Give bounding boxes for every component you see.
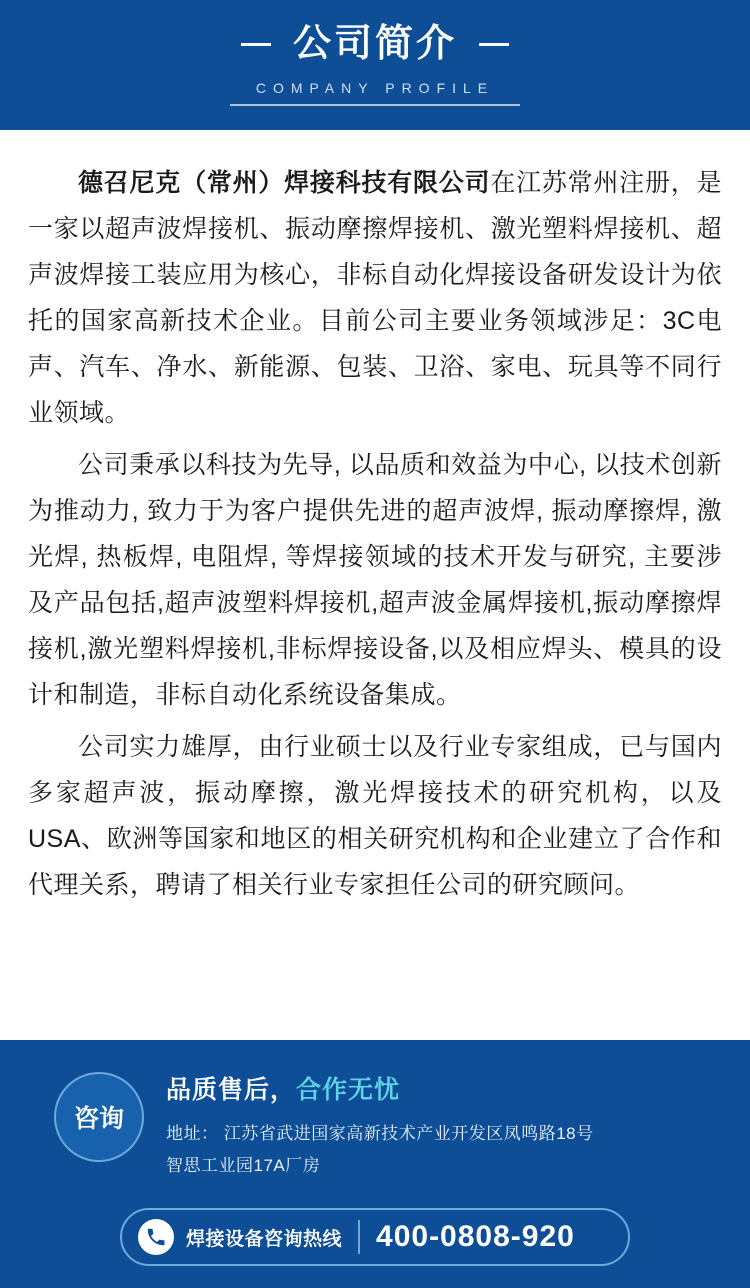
header-dash-left-icon xyxy=(241,43,271,46)
hotline-label: 焊接设备咨询热线 xyxy=(186,1228,343,1250)
consult-badge[interactable] xyxy=(54,1072,144,1162)
consult-badge-label: 咨询 xyxy=(73,1105,124,1133)
page-subtitle: COMPANY PROFILE xyxy=(255,79,495,96)
paragraph xyxy=(28,724,722,908)
header-dash-right-icon xyxy=(479,43,509,46)
header-divider xyxy=(230,104,520,106)
paragraph-text: 公司秉承以科技为先导, 以品质和效益为中心, 以技术创新为推动力, 致力于为客户提供先进的超声波焊, 振动摩擦焊, 激光焊, 热板焊, 电阻焊, 等焊接领域的技术开发与研究, 主要涉及产品包括,超声波塑料焊接机,超声波金属焊接机,振动摩擦焊接机,激光塑料焊接机,非标焊接设备,以及相应焊头、模具的设计和制造，非标自动化系统设备集成。 xyxy=(28,451,722,709)
hotline-number[interactable]: 400-0808-920 xyxy=(376,1220,575,1253)
footer-address-line-2: 智思工业园17A厂房 xyxy=(166,1156,321,1175)
phone-icon xyxy=(138,1219,174,1255)
paragraph-text: 在江苏常州注册，是一家以超声波焊接机、振动摩擦焊接机、激光塑料焊接机、超声波焊接工装应用为核心，非标自动化焊接设备研发设计为依托的国家高新技术企业。目前公司主要业务领域涉足：3C电声、汽车、净水、新能源、包装、卫浴、家电、玩具等不同行业领域。 xyxy=(28,169,722,427)
footer-text-block xyxy=(166,1066,594,1182)
footer-slogan-accent: 合作无忧 xyxy=(296,1076,401,1104)
company-profile-body xyxy=(0,130,750,1040)
footer-slogan xyxy=(166,1070,594,1106)
paragraph-text: 公司实力雄厚，由行业硕士以及行业专家组成，已与国内多家超声波，振动摩擦，激光焊接技术的研究机构，以及USA、欧洲等国家和地区的相关研究机构和企业建立了合作和代理关系，聘请了相关行业专家担任公司的研究顾问。 xyxy=(28,733,722,899)
footer-slogan-main: 品质售后， xyxy=(166,1076,297,1104)
page-title: 公司简介 xyxy=(292,23,457,66)
paragraph xyxy=(28,442,722,718)
footer-contact-block xyxy=(24,1066,726,1182)
company-name: 德召尼克（常州）焊接科技有限公司 xyxy=(78,169,491,197)
paragraph xyxy=(28,160,722,436)
hotline-bar[interactable] xyxy=(120,1208,630,1266)
footer-address-line-1: 地址： 江苏省武进国家高新技术产业开发区凤鸣路18号 xyxy=(166,1124,594,1143)
page-header xyxy=(0,0,750,130)
hotline-divider xyxy=(358,1220,360,1254)
page-footer xyxy=(0,1040,750,1288)
header-title-row xyxy=(241,24,509,66)
